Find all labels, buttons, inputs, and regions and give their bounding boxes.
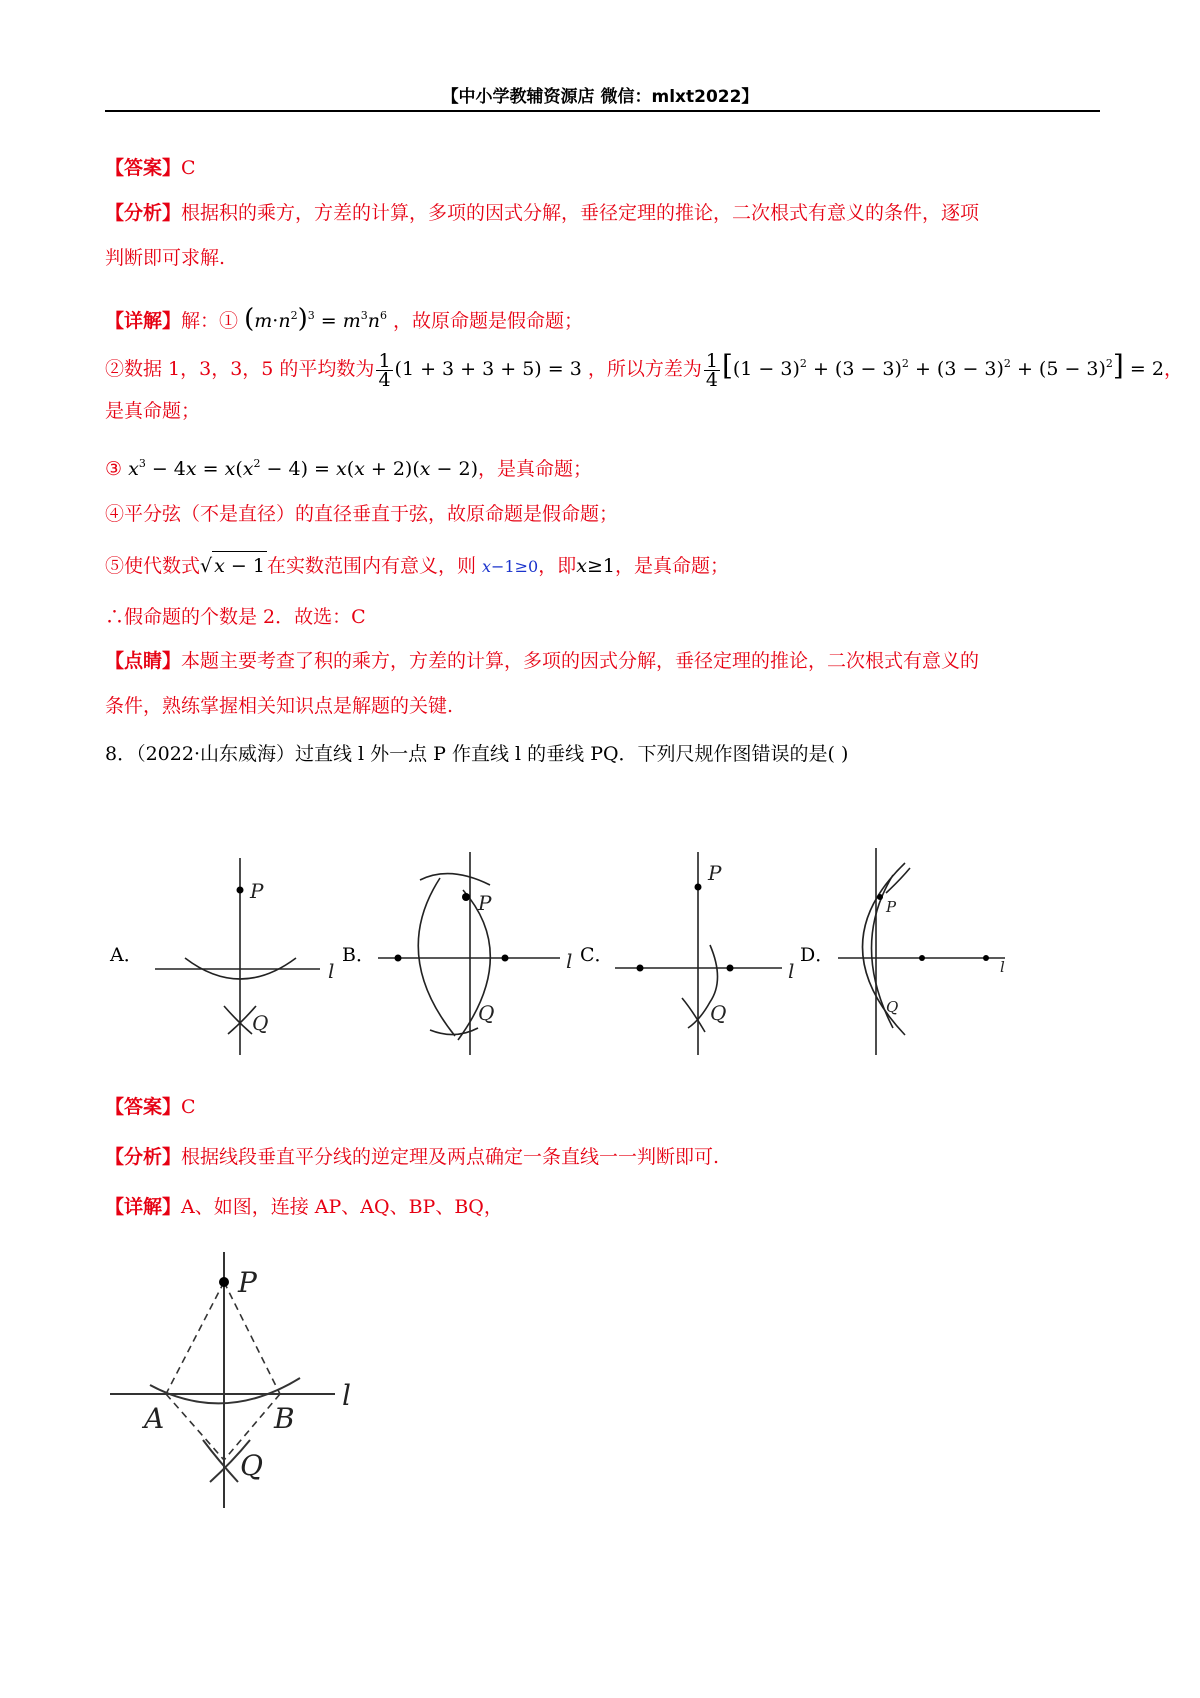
option-c-label: C． — [580, 944, 614, 966]
q7-analysis-line2: 判断即可求解. — [105, 247, 226, 269]
answer-value: C — [181, 157, 196, 179]
option-a-label: A． — [110, 944, 143, 966]
option-b-label: B． — [342, 944, 375, 966]
q7-comment-line2: 条件，熟练掌握相关知识点是解题的关键. — [105, 695, 454, 717]
detail-label-a: A — [144, 1402, 165, 1435]
item5-mid: 在实数范围内有意义，则 — [266, 555, 476, 577]
fig-d-label-p: P — [886, 898, 897, 916]
fig-b-label-l: l — [566, 949, 573, 973]
item2-mean-math: $\frac{1}{4}$ (1 + 3 + 3 + 5) = 3 — [378, 349, 582, 391]
fig-d-label-l: l — [1000, 958, 1005, 976]
q7-detail-item4: ④平分弦（不是直径）的直径垂直于弦，故原命题是假命题； — [105, 503, 619, 525]
q8-detail-label: 【详解】 — [105, 1196, 182, 1218]
item2-suffix: ， — [1163, 358, 1183, 380]
option-d-label: D． — [800, 944, 835, 966]
item5-sqrt-math: √ x − 1 — [200, 555, 267, 577]
fig-b-label-q: Q — [478, 1001, 495, 1025]
detail-label: 【详解】 — [105, 310, 182, 332]
fig-b-label-p: P — [478, 891, 492, 915]
fig-c-label-p: P — [708, 861, 722, 885]
detail-label-b: B — [274, 1402, 295, 1435]
q8-answer-value: C — [181, 1096, 196, 1118]
q8-answer-label: 【答案】 — [105, 1096, 182, 1118]
item3-math: $x^3 - 4x = x(x^2 - 4) = x(x + 2)(x - 2)$ — [128, 457, 478, 480]
segment-ap — [166, 1282, 224, 1394]
fig-a-label-p: P — [250, 879, 264, 903]
item2-prefix: ②数据 1，3，3，5 的平均数为 — [105, 358, 375, 380]
item5-suffix: ，是真命题； — [614, 555, 729, 577]
fig-a-label-q: Q — [252, 1011, 269, 1035]
item5-math3: x≥1 — [576, 555, 615, 577]
q8-analysis-text: 根据线段垂直平分线的逆定理及两点确定一条直线一一判断即可. — [181, 1146, 720, 1168]
fig-a-label-l: l — [328, 959, 335, 983]
item5-prefix: ⑤使代数式 — [105, 555, 201, 577]
comment-text: 本题主要考查了积的乘方，方差的计算，多项的因式分解，垂径定理的推论，二次根式有意义的 — [181, 650, 980, 672]
item5-math2: x−1≥0 — [482, 557, 539, 576]
answer-label: 【答案】 — [105, 157, 182, 179]
analysis-text: 根据积的乘方，方差的计算，多项的因式分解，垂径定理的推论，二次根式有意义的条件，逐项 — [181, 202, 980, 224]
item3-prefix: ③ — [105, 458, 123, 480]
item5-mid2: ，即 — [538, 555, 577, 577]
q8-analysis-label: 【分析】 — [105, 1146, 182, 1168]
fig-c-label-q: Q — [710, 1001, 727, 1025]
item3-text: ，是真命题； — [477, 458, 592, 480]
analysis-label: 【分析】 — [105, 202, 182, 224]
q8-question: 8．（2022·山东威海）过直线 l 外一点 P 作直线 l 的垂线 PQ．下列尺规作图错误的是( ) — [105, 743, 849, 765]
q7-conclusion: ∴假命题的个数是 2．故选：C — [105, 606, 366, 628]
detail-label-q: Q — [240, 1449, 263, 1482]
page-header: 【中小学教辅资源店 微信：mlxt2022】 — [441, 87, 759, 107]
detail-label-p: P — [238, 1266, 257, 1299]
q8-detail-text: A、如图，连接 AP、AQ、BP、BQ， — [181, 1196, 503, 1218]
q7-detail-item2-line2: 是真命题； — [105, 400, 201, 422]
detail-label-l: l — [342, 1379, 351, 1412]
detail-point-p — [219, 1277, 229, 1287]
fig-c-label-l: l — [788, 959, 795, 983]
item1-math: $(m\cdot n^2)^3 = m^3n^6$ — [244, 304, 387, 334]
comment-label: 【点睛】 — [105, 650, 182, 672]
detail-intro: 解：① — [181, 310, 239, 332]
item1-text: ，故原命题是假命题； — [393, 310, 584, 332]
item2-mid: ，所以方差为 — [587, 358, 702, 380]
fig-d-label-q: Q — [886, 998, 899, 1016]
item2-var-math: $\frac{1}{4}$ $[(1 - 3)^2 + (3 - 3)^2 + (3 - 3)^2 + (5 - 3)^2] = 2$ — [705, 349, 1164, 391]
